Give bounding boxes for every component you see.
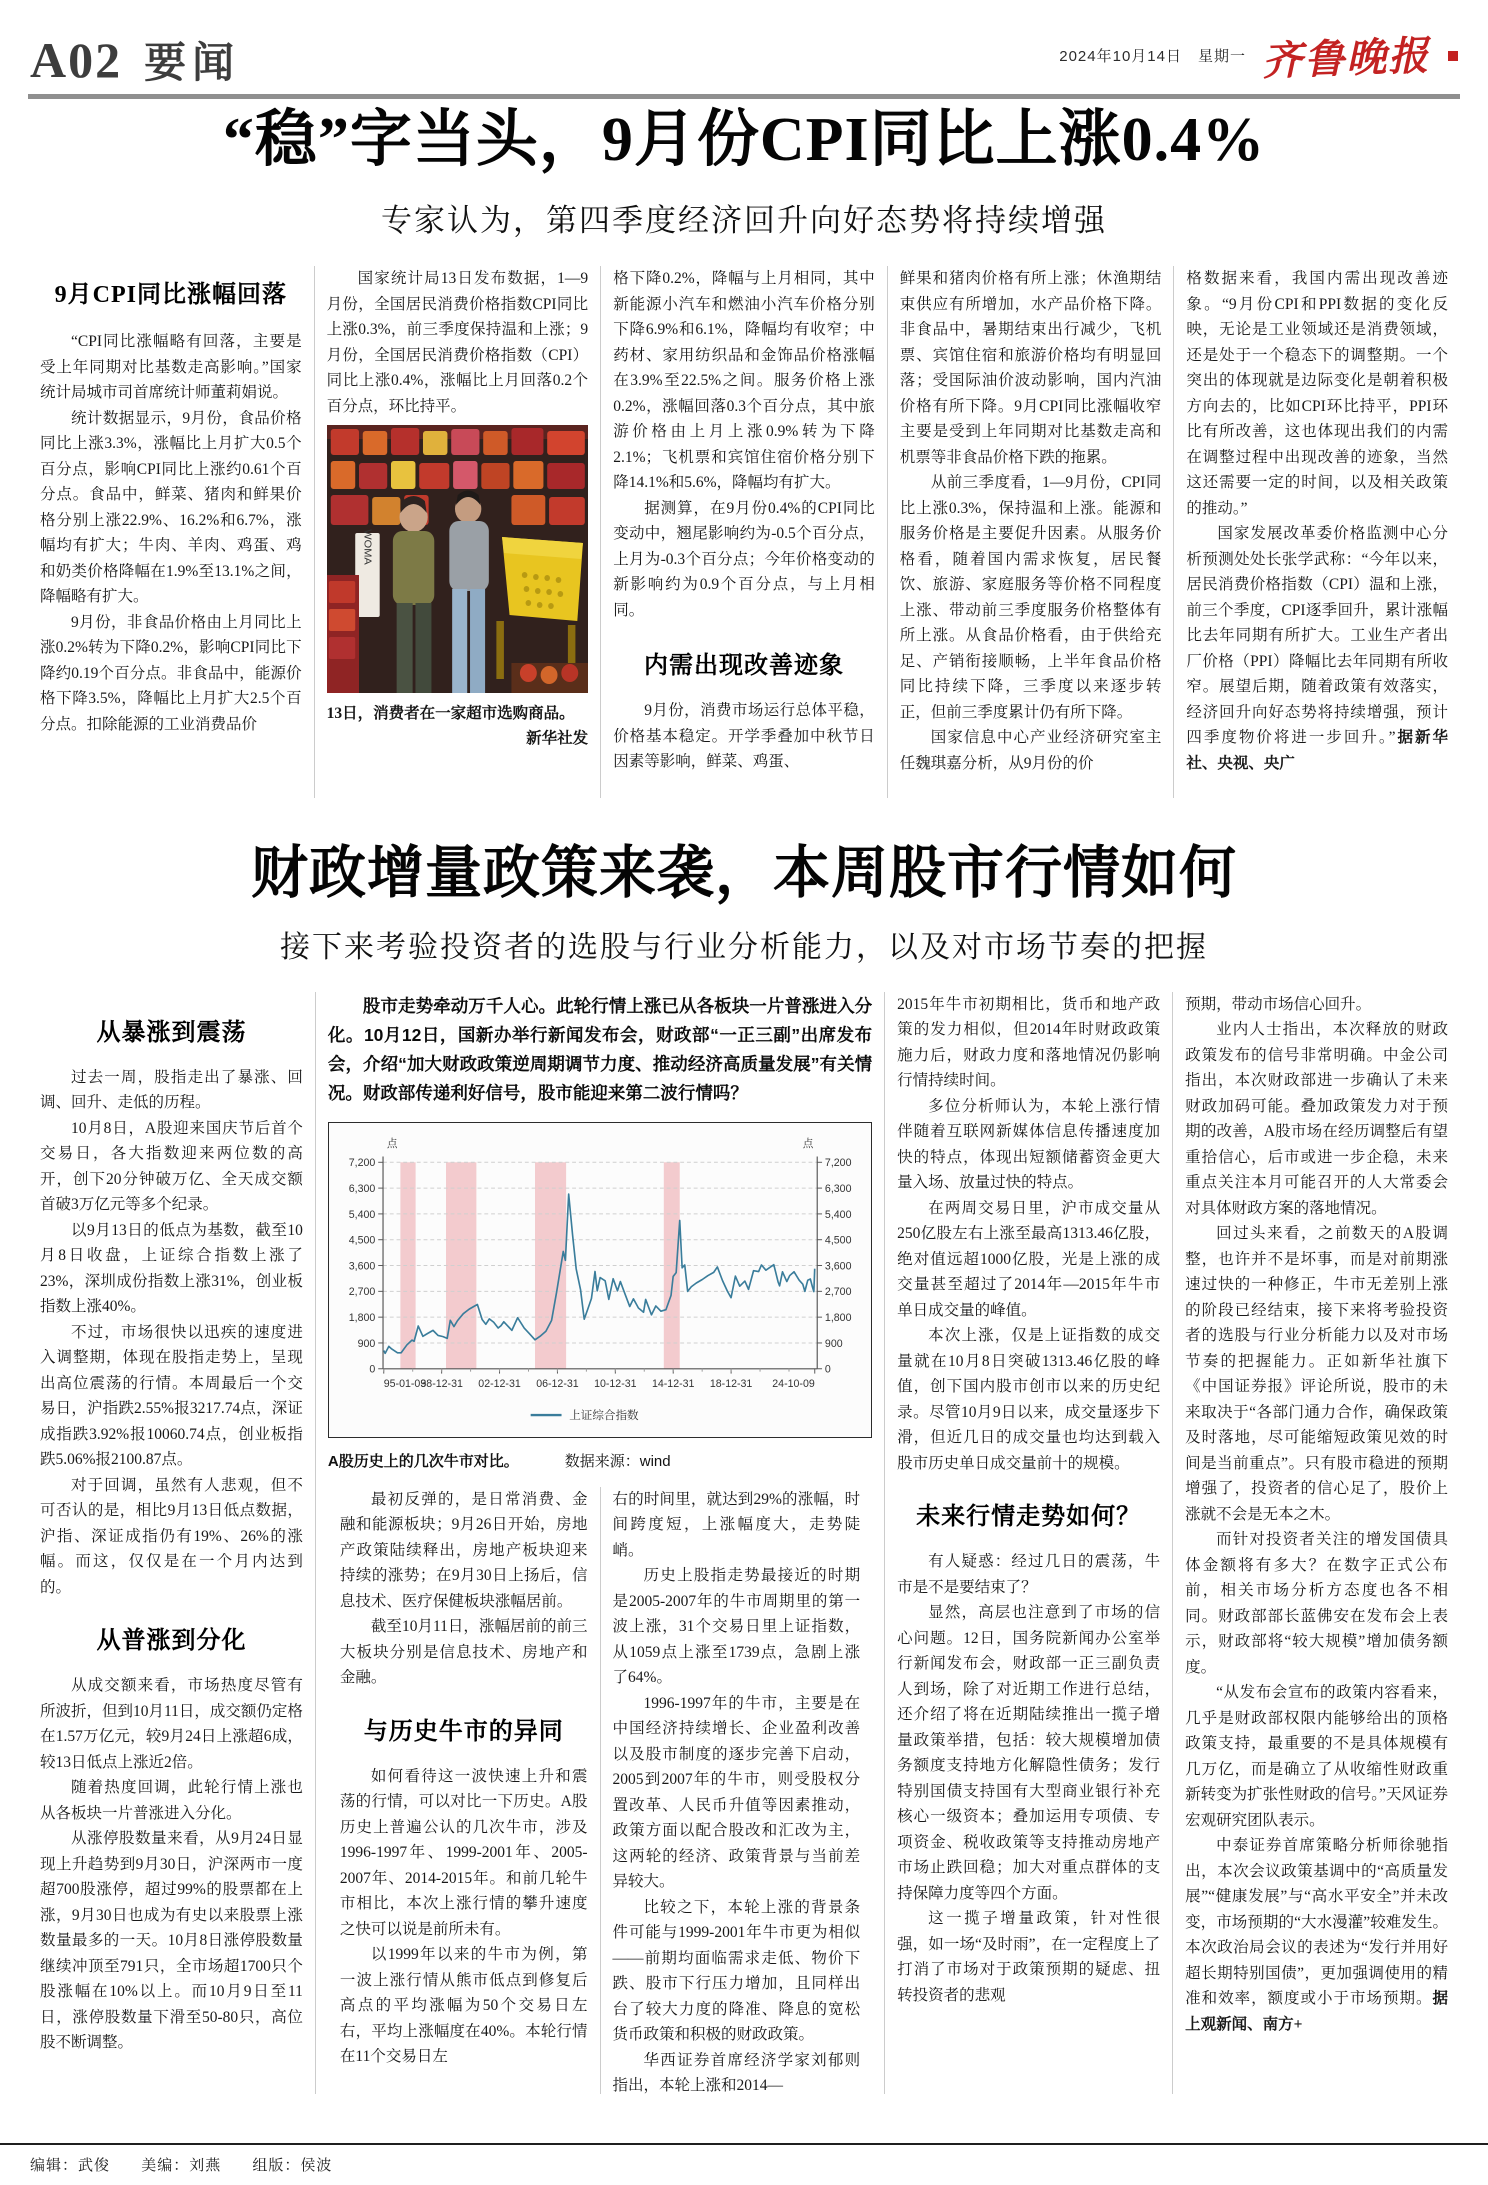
svg-text:06-12-31: 06-12-31 — [536, 1377, 579, 1390]
svg-text:900: 900 — [824, 1337, 843, 1350]
article2-col3-lower — [600, 1487, 873, 2094]
svg-text:6,300: 6,300 — [824, 1182, 852, 1195]
svg-text:4,500: 4,500 — [348, 1234, 376, 1247]
newspaper-logo: 齐鲁晚报 — [1261, 33, 1431, 84]
svg-text:3,600: 3,600 — [348, 1260, 376, 1273]
article2-subtitle: 接下来考验投资者的选股与行业分析能力，以及对市场节奏的把握 — [280, 930, 1208, 964]
supermarket-photo — [327, 425, 589, 693]
footer-layout-editor: 组版：侯波 — [252, 2157, 333, 2174]
article2-subhead-2: 从普涨到分化 — [96, 1628, 247, 1655]
paragraph: 从涨停股数量来看，从9月24日显现上升趋势到9月30日，沪深两市一度超700股涨停，超过99%的股票都在上涨，9月30日也成为有史以来股票上涨数量最多的一天。10月8日涨停股数量继续冲顶至791只，全市场超1700只个股涨幅在10%以上。而10月9日至11日，涨停股数量下滑至50-80只，高位股不断调整。 — [40, 1830, 303, 2052]
paragraph-text: 中泰证券首席策略分析师徐驰指出，本次会议政策基调中的“高质量发展”“健康发展”与“高水平安全”并未改变，市场预期的“大水漫灌”较难发生。本次政治局会议的表述为“发行并用好超长期特别国债”，更加强调使用的精准和效率，额度或小于市场预期。 — [1185, 1837, 1449, 2008]
svg-text:3,600: 3,600 — [824, 1260, 852, 1273]
paragraph: 9月份，非食品价格由上月同比上涨0.2%转为下降0.2%，影响CPI同比下降约0.19个百分点。非食品中，能源价格下降3.5%，降幅比上月扩大2.5个百分点。扣除能源的工业消费品价 — [40, 613, 302, 733]
paragraph: 回过头来看，之前数天的A股调整，也许并不是坏事，而是对前期涨速过快的一种修正，牛市无差别上涨的阶段已经结束，接下来将考验投资者的选股与行业分析能力以及对市场节奏的把握能力。正如新华社旗下《中国证券报》评论所说，股市的未来取决于“各部门通力合作，确保政策及时落地，尽可能缩短政策见效的时间是当前重点”。只有股市稳进的预期增强了，投资者的信心足了，股价上涨就不会是无本之木。 — [1185, 1225, 1449, 1523]
masthead-divider — [28, 94, 1460, 99]
paragraph: 从前三季度看，1—9月份，CPI同比上涨0.3%，保持温和上涨。能源和服务价格是主要促升因素。从服务价格看，随着国内需求恢复，居民餐饮、旅游、家庭服务等价格不同程度上涨、带动前三季度服务价格整体有所上涨。从食品价格看，由于供给充足、产销衔接顺畅，上半年食品价格同比持续下降，三季度以来逐步转正，但前三季度累计仍有所下降。 — [899, 474, 1162, 721]
article2-subhead-3: 与历史牛市的异同 — [363, 1718, 564, 1745]
svg-text:18-12-31: 18-12-31 — [709, 1377, 753, 1390]
paragraph: 以1999年以来的牛市为例，第一波上涨行情从熊市低点到修复后高点的平均涨幅为50个交易日左右，平均上涨幅度在40%。本轮行情在11个交易日左 — [339, 1946, 588, 2066]
article2-col2-lower — [328, 1487, 600, 2094]
article1-col5 — [1173, 266, 1460, 798]
paragraph: 随着热度回调，此轮行情上涨也从各板块一片普涨进入分化。 — [40, 1779, 303, 1822]
paragraph: 历史上股指走势最接近的时期是2005-2007年的牛市周期里的第一波上涨，31个交易日里上证指数，从1059点上涨至1739点，急剧上涨了64%。 — [612, 1567, 861, 1687]
svg-text:点: 点 — [386, 1137, 398, 1150]
red-product-stack — [327, 575, 359, 693]
produce-shelf — [511, 663, 588, 693]
photo-caption: 13日，消费者在一家超市选购商品。 — [326, 705, 575, 723]
paragraph: 这一揽子增量政策，针对性很强，如一场“及时雨”，在一定程度上了打消了市场对于政策预期的疑虑、扭转投资者的悲观 — [897, 1910, 1161, 2004]
paragraph: 华西证券首席经济学家刘郁则指出，本轮上涨和2014— — [612, 2051, 861, 2094]
paragraph: 而针对投资者关注的增发国债具体金额将有多大？在数字正式公布前，相关市场分析方态度也各不相同。财政部部长蓝佛安在发布会上表示，财政部将“较大规模”增加债务额度。 — [1185, 1531, 1449, 1676]
svg-text:24-10-09: 24-10-09 — [772, 1377, 815, 1390]
paragraph: 右的时间里，就达到29%的涨幅，时间跨度短，上涨幅度大，走势陡峭。 — [612, 1490, 861, 1559]
paragraph: 2015年牛市初期相比，货币和地产政策的发力相似，但2014年时财政政策施力后，财政力度和落地情况仍影响行情持续时间。 — [897, 995, 1161, 1090]
bull-market-chart — [328, 1122, 872, 1438]
masthead — [28, 20, 1460, 90]
paragraph: 多位分析师认为，本轮上涨行情伴随着互联网新媒体信息传播速度加快的特点，体现出短额储蓄资金更大量入场、放量过快的特点。 — [897, 1097, 1161, 1192]
footer-divider — [0, 2143, 1488, 2145]
paragraph: 显然，高层也注意到了市场的信心问题。12日，国务院新闻办公室举行新闻发布会，财政部一正三副负责人到场，除了对近期工作进行总结，还介绍了将在近期陆续推出一揽子增量政策举措，包括：较大规模增加债务额度支持地方化解隐性债务；发行特别国债支持国有大型商业银行补充核心一级资本；叠加运用专项债、专项资金、税收政策等支持推动房地产市场止跌回稳；加大对重点群体的支持保障力度等四个方面。 — [897, 1604, 1161, 1902]
article1-lead-paragraph: 国家统计局13日发布数据，1—9月份，全国居民消费价格指数CPI同比上涨0.3%，前三季度保持温和上涨；9月份，全国居民消费价格指数（CPI）同比上涨0.4%，涨幅比上月回落0.2个百分点，环比持平。 — [326, 270, 589, 415]
paragraph-with-credit — [1185, 1833, 1448, 2037]
article2-col4 — [884, 992, 1172, 2094]
bull-market-chart-svg — [329, 1123, 871, 1437]
svg-text:点: 点 — [802, 1137, 814, 1150]
paragraph: 国家信息中心产业经济研究室主任魏琪嘉分析，从9月份的价 — [899, 729, 1162, 772]
page-number: A02 — [30, 32, 123, 88]
article1-subhead-1: 9月CPI同比涨幅回落 — [54, 282, 287, 309]
article1-col2 — [314, 266, 601, 798]
article1-subhead-2: 内需出现改善迹象 — [643, 653, 844, 680]
paragraph: 过去一周，股指走出了暴涨、回调、回升、走低的历程。 — [40, 1068, 303, 1112]
paragraph: 鲜果和猪肉价格有所上涨；休渔期结束供应有所增加，水产品价格下降。非食品中，暑期结束出行减少，飞机票、宾馆住宿和旅游价格均有明显回落；受国际油价波动影响，国内汽油价格有所下降。9月CPI同比涨幅收窄主要是受到上年同期对比基数走高和机票等非食品价格下跌的拖累。 — [899, 270, 1162, 466]
svg-text:4,500: 4,500 — [824, 1234, 852, 1247]
issue-date: 2024年10月14日 — [1059, 48, 1182, 65]
photo-block — [327, 425, 589, 748]
footer-art-editor: 美编：刘燕 — [141, 2157, 222, 2174]
paragraph: 统计数据显示，9月份，食品价格同比上涨3.3%，涨幅比上月扩大0.5个百分点，影响CPI同比上涨约0.61个百分点。食品中，鲜菜、猪肉和鲜果价格分别上涨22.9%、16.2%和6.7%，涨幅均有扩大；牛肉、羊肉、鸡蛋、鸡和奶类价格降幅在1.9%至13.1%之间，降幅略有扩大。 — [40, 409, 302, 606]
paragraph: 格数据来看，我国内需出现改善迹象。“9月份CPI和PPI数据的变化反映，无论是工业领域还是消费领域，还是处于一个稳态下的调整期。一个突出的体现就是边际变化是朝着积极方向去的，比如CPI环比持平，PPI环比有所改善，这也体现出我们的内需在调整过程中出现改善的迹象，当然这还需要一定的时间，以及相关政策的推动。” — [1186, 270, 1448, 517]
svg-text:95-01-03: 95-01-03 — [383, 1377, 427, 1390]
paragraph: 对于回调，虽然有人悲观，但不可否认的是，相比9月13日低点数据，沪指、深证成指仍有19%、26%的涨幅。而这，仅仅是在一个月内达到的。 — [40, 1476, 303, 1596]
article1-headline: “稳”字当头，9月份CPI同比上涨0.4% — [222, 106, 1266, 174]
article1-columns — [28, 266, 1460, 798]
article2-center-lower-columns — [328, 1487, 872, 2094]
svg-text:14-12-31: 14-12-31 — [651, 1377, 695, 1390]
article-cpi — [28, 106, 1460, 798]
article2-headline: 财政增量政策来袭，本周股市行情如何 — [251, 842, 1237, 905]
article2-center-block — [315, 992, 884, 2094]
article1-source-credit: 据新华社、央视、央广 — [1186, 729, 1448, 772]
paragraph: 比较之下，本轮上涨的背景条件可能与1999-2001年牛市更为相似——前期均面临需求走低、物价下跌、股市下行压力增加，且同样出台了较大力度的降准、降息的宽松货币政策和积极的财政政策。 — [612, 1898, 861, 2044]
svg-text:10-12-31: 10-12-31 — [594, 1377, 637, 1390]
svg-text:0: 0 — [824, 1363, 831, 1376]
paragraph: 预期，带动市场信心回升。 — [1185, 995, 1372, 1013]
paragraph: 1996-1997年的牛市，主要是在中国经济持续增长、企业盈利改善以及股市制度的逐步完善下启动，2005到2007年的牛市，则受股权分置改革、人民币升值等因素推动，政策方面以配合股改和汇改为主，这两轮的经济、政策背景与当前差异较大。 — [612, 1694, 861, 1891]
footer-editor: 编辑：武俊 — [30, 2157, 111, 2174]
paragraph: 业内人士指出，本次释放的财政政策发布的信号非常明确。中金公司指出，本次财政部进一步确认了未来财政加码可能。叠加政策发力对于预期的改善，A股市场在经历调整后有望重拾信心，后市或进一步企稳，未来重点关注本月可能召开的人大常委会对具体财政方案的落地情况。 — [1185, 1021, 1449, 1217]
paragraph: 9月份，消费市场运行总体平稳，价格基本稳定。开学季叠加中秋节日因素等影响，鲜菜、鸡蛋、 — [613, 702, 875, 771]
footer-credits — [30, 2154, 358, 2175]
chart-legend-label: 上证综合指数 — [569, 1409, 639, 1422]
paragraph: 以9月13日的低点为基数，截至10月8日收盘，上证综合指数上涨了23%，深圳成份指数上涨31%，创业板指数上涨40%。 — [40, 1221, 303, 1316]
paragraph: 如何看待这一波快速上升和震荡的行情，可以对比一下历史。A股历史上普遍公认的几次牛市，涉及1996-1997年、1999-2001年、2005-2007年、2014-2015年。和前几轮牛市相比，本次上涨行情的攀升速度之快可以说是前所未有。 — [339, 1767, 588, 1938]
article1-col3 — [600, 266, 887, 798]
article2-subhead-4: 未来行情走势如何？ — [916, 1504, 1142, 1531]
article2-col5 — [1172, 992, 1460, 2094]
section-title: 要闻 — [144, 41, 241, 87]
paragraph: 从成交额来看，市场热度尽管有所波折，但到10月11日，成交额仍定格在1.57万亿元，较9月24日上涨超6成，较13日低点上涨近2倍。 — [40, 1677, 303, 1771]
article2-col1 — [28, 992, 315, 2094]
chart-caption-row — [328, 1450, 872, 1471]
svg-text:900: 900 — [357, 1337, 376, 1350]
paragraph-with-credit — [1186, 521, 1448, 776]
article-stock-market — [28, 842, 1460, 2094]
svg-text:1,800: 1,800 — [824, 1311, 852, 1324]
paragraph-text: 国家发展改革委价格监测中心分析预测处处长张学武称：“今年以来，居民消费价格指数（CPI）温和上涨，前三个季度，CPI逐季回升，累计涨幅比去年同期有所扩大。工业生产者出厂价格（PPI）降幅比去年同期有所收窄。展望后期，随着政策有效落实，经济回升向好态势将持续增强，预计四季度物价将进一步回升。” — [1186, 525, 1448, 747]
article2-bold-intro: 股市走势牵动万千人心。此轮行情上涨已从各板块一片普涨进入分化。10月12日，国新办举行新闻发布会，财政部“一正三副”出席发布会，介绍“加大财政政策逆周期调节力度、推动经济高质量发展”有关情况。财政部传递利好信号，股市能迎来第二波行情吗？ — [327, 995, 873, 1103]
paragraph: 不过，市场很快以迅疾的速度进入调整期，体现在股指走势上，呈现出高位震荡的行情。本周最后一个交易日，沪指跌2.55%报3217.74点，深证成指跌3.92%报10060.74点，创业板指跌5.06%报2100.87点。 — [40, 1323, 303, 1469]
article2-subhead-1: 从暴涨到震荡 — [96, 1019, 247, 1046]
article1-col4 — [887, 266, 1174, 798]
chart-data-source: 数据来源：wind — [564, 1452, 671, 1470]
paragraph: 有人疑惑：经过几日的震荡，牛市是不是要结束了？ — [897, 1553, 1161, 1596]
paragraph: 据测算，在9月份0.4%的CPI同比变动中，翘尾影响约为-0.5个百分点，上月为-0.3个百分点；今年价格变动的新影响约为0.9个百分点，与上月相同。 — [613, 499, 875, 619]
svg-text:6,300: 6,300 — [348, 1182, 376, 1195]
paragraph: “CPI同比涨幅略有回落，主要是受上年同期对比基数走高影响。”国家统计局城市司首席统计师董莉娟说。 — [40, 333, 302, 402]
paragraph: 格下降0.2%，降幅与上月相同，其中新能源小汽车和燃油小汽车价格分别下降6.9%和6.1%，降幅均有收窄；中药材、家用纺织品和金饰品价格涨幅在3.9%至22.5%之间。服务价格上涨0.2%，涨幅回落0.3个百分点，其中旅游价格由上月上涨0.9%转为下降2.1%；飞机票和宾馆住宿价格分别下降14.1%和5.6%，降幅均有扩大。 — [613, 270, 875, 492]
svg-text:5,400: 5,400 — [824, 1208, 852, 1221]
paragraph: 最初反弹的，是日常消费、金融和能源板块；9月26日开始，房地产政策陆续释出，房地产板块迎来持续的涨势；在9月30日上扬后，信息技术、医疗保健板块涨幅居前。 — [339, 1490, 588, 1610]
chart-caption: A股历史上的几次牛市对比。 — [327, 1452, 519, 1470]
article2-columns — [28, 992, 1460, 2094]
svg-text:1,800: 1,800 — [348, 1311, 376, 1324]
svg-text:98-12-31: 98-12-31 — [420, 1377, 463, 1390]
paragraph: 在两周交易日里，沪市成交量从250亿股左右上涨至最高1313.46亿股，绝对值远超1000亿股，光是上涨的成交量甚至超过了2014年—2015年牛市单日成交量的峰值。 — [897, 1199, 1161, 1319]
masthead-meta — [1059, 27, 1458, 84]
svg-text:0: 0 — [369, 1363, 376, 1376]
photo-credit: 新华社发 — [526, 730, 589, 748]
paragraph: 截至10月11日，涨幅居前的前三大板块分别是信息技术、房地产和金融。 — [339, 1618, 588, 1687]
paragraph: 10月8日，A股迎来国庆节后首个交易日，各大指数迎来两位数的高开，创下20分钟破万亿、全天成交额首破3万亿元等多个纪录。 — [40, 1119, 303, 1214]
logo-seal-icon — [1448, 51, 1458, 61]
svg-text:02-12-31: 02-12-31 — [478, 1377, 521, 1390]
photo-sign-text: WOMA — [361, 529, 373, 566]
svg-text:7,200: 7,200 — [348, 1156, 376, 1169]
svg-text:5,400: 5,400 — [348, 1208, 376, 1221]
article2-source-credit: 据上观新闻、南方+ — [1185, 1990, 1449, 2033]
svg-text:2,700: 2,700 — [824, 1286, 852, 1299]
svg-text:7,200: 7,200 — [824, 1156, 852, 1169]
article1-subtitle: 专家认为，第四季度经济回升向好态势将持续增强 — [381, 203, 1107, 239]
svg-text:2,700: 2,700 — [348, 1286, 376, 1299]
paragraph: “从发布会宣布的政策内容看来，几乎是财政部权限内能够给出的顶格政策支持，最重要的不是具体规模有几万亿，而是确立了从收缩性财政重新转变为扩张性财政的信号。”天风证券宏观研究团队表示。 — [1185, 1684, 1449, 1829]
issue-weekday: 星期一 — [1197, 48, 1246, 65]
article1-col1 — [28, 266, 314, 798]
paragraph: 本次上涨，仅是上证指数的成交量就在10月8日突破1313.46亿股的峰值，创下国内股市创市以来的历史纪录。尽管10月9日以来，成交量逐步下滑，但近几日的成交量也均达到载入股市历史单日成交量前十的规模。 — [897, 1327, 1161, 1472]
masthead-section — [30, 30, 240, 90]
